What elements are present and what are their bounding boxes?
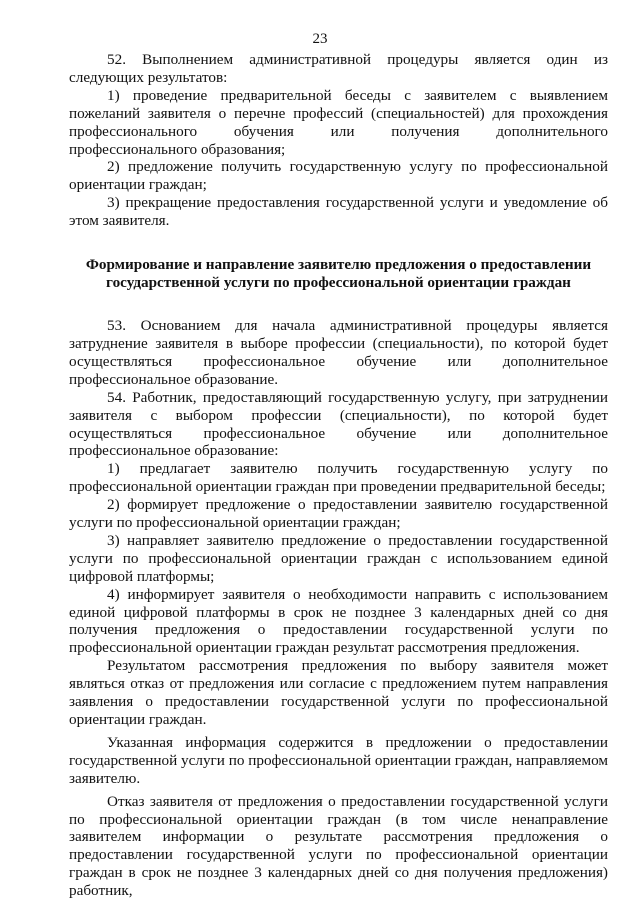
list-item-result-3: 3) прекращение предоставления государственной услуги и уведомление об этом заявителя. <box>69 194 608 230</box>
paragraph-54: 54. Работник, предоставляющий государственную услугу, при затруднении заявителя с выбором профессии (специальности), по которой будет осуществляться профессиональное обучение или дополнительное профессиональное образование: <box>69 388 608 460</box>
page-number: 23 <box>312 31 328 47</box>
paragraph-53: 53. Основанием для начала административной процедуры является затруднение заявителя в выборе профессии (специальности), по которой будет осуществляться профессиональное обучение или дополнительное профессиональное образование. <box>69 317 608 388</box>
section-heading-line-2: государственной услуги по профессиональной ориентации граждан <box>106 274 571 292</box>
list-item-result-2: 2) предложение получить государственную услугу по профессиональной ориентации граждан; <box>69 158 608 194</box>
list-item-action-1: 1) предлагает заявителю получить государственную услугу по профессиональной ориентации граждан при проведении предварительной беседы; <box>69 460 608 496</box>
list-item-result-1: 1) проведение предварительной беседы с заявителем с выявлением пожеланий заявителя о перечне профессий (специальностей) для прохождения профессионального обучения или получения дополнительного профессионального образования; <box>69 86 608 158</box>
paragraph-info: Указанная информация содержится в предложении о предоставлении государственной услуги по профессиональной ориентации граждан, направляемом заявителю. <box>69 733 608 787</box>
section-heading-line-1: Формирование и направление заявителю предложения о предоставлении <box>85 256 592 274</box>
paragraph-52: 52. Выполнением административной процедуры является один из следующих результатов: <box>69 51 608 86</box>
list-item-action-4: 4) информирует заявителя о необходимости направить с использованием единой цифровой платформы в срок не позднее 3 календарных дней со дня получения предложения о предоставлении государственной услуги по профессиональной ориентации граждан результат рассмотрения предложения. <box>69 585 608 657</box>
list-item-action-3: 3) направляет заявителю предложение о предоставлении государственной услуги по профессиональной ориентации граждан с использованием единой цифровой платформы; <box>69 531 608 585</box>
document-body <box>69 51 608 900</box>
section-heading <box>69 256 608 292</box>
paragraph-refusal: Отказ заявителя от предложения о предоставлении государственной услуги по профессиональной ориентации граждан (в том числе ненаправление заявителем информации о результате рассмотрения предложения о предоставлении государственной услуги по профессиональной ориентации граждан в срок не позднее 3 календарных дней со дня получения предложения) работник, <box>69 792 608 900</box>
list-item-action-2: 2) формирует предложение о предоставлении заявителю государственной услуги по профессиональной ориентации граждан; <box>69 496 608 532</box>
paragraph-result: Результатом рассмотрения предложения по выбору заявителя может являться отказ от предложения или согласие с предложением путем направления заявления о предоставлении государственной услуги по профессиональной ориентации граждан. <box>69 657 608 728</box>
